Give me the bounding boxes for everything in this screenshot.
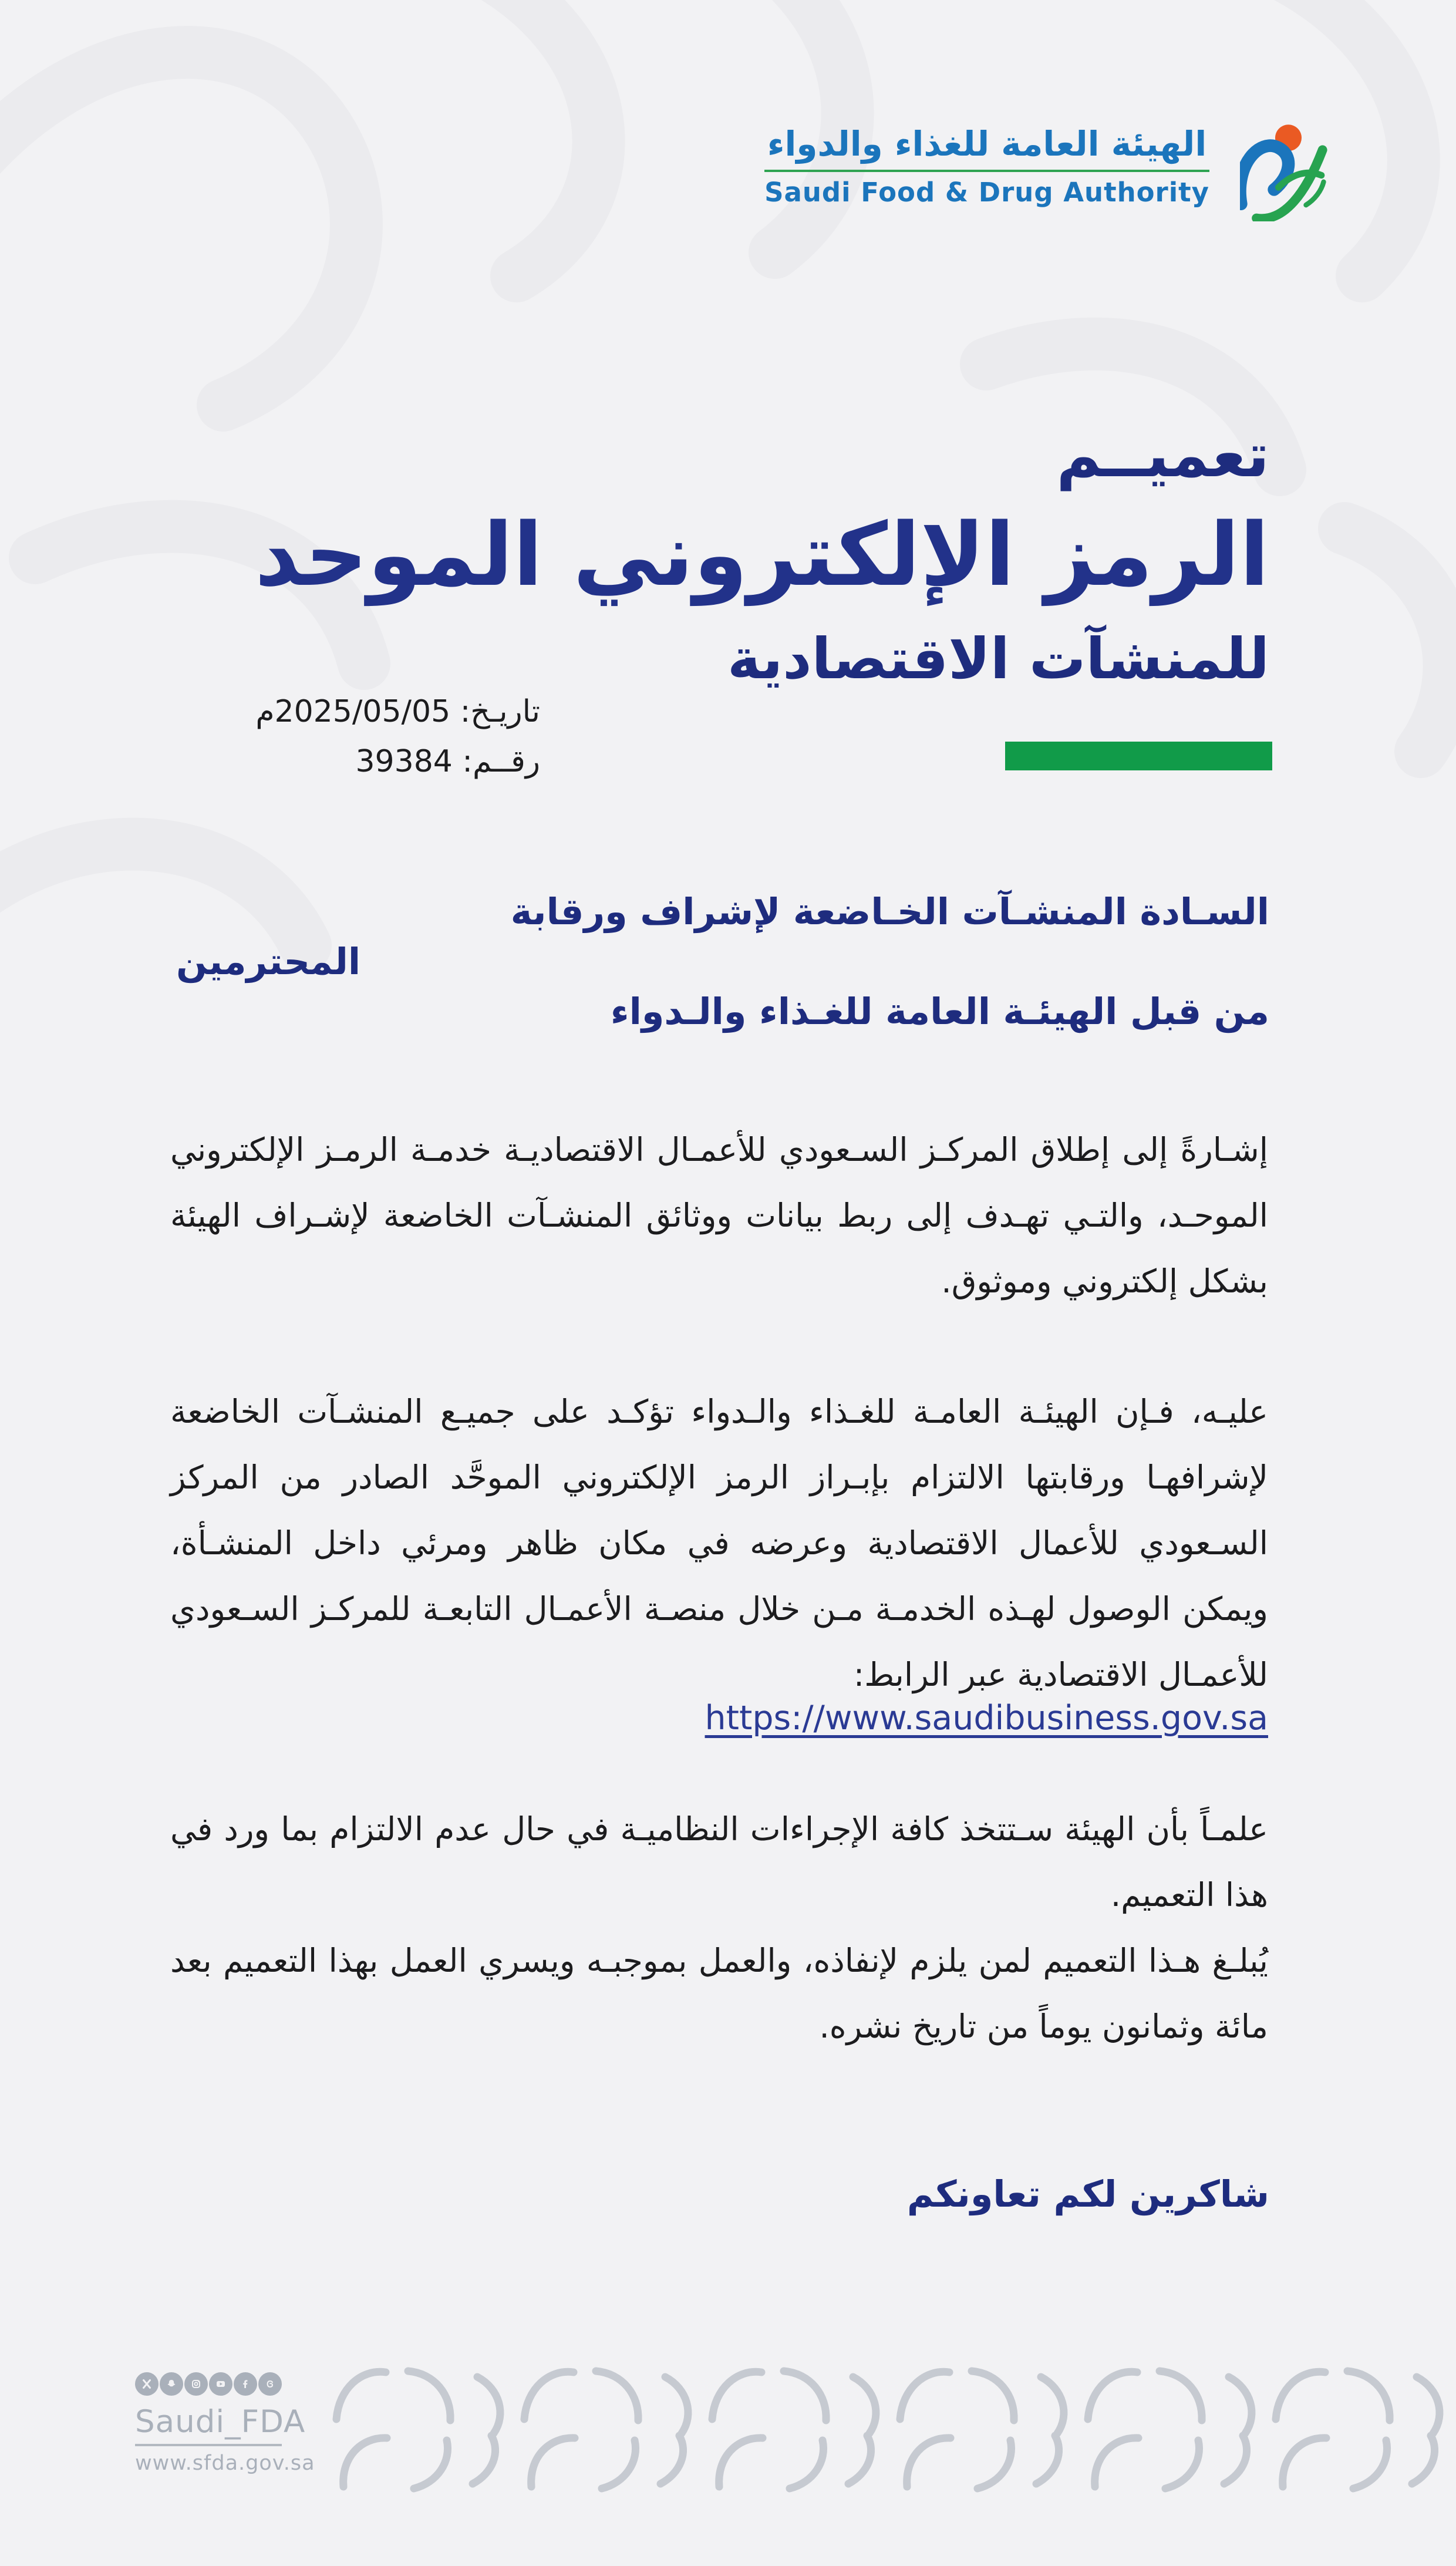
body-paragraph-1: إشـارةً إلى إطلاق المركـز السـعودي للأعمـال الاقتصاديـة خدمـة الرمـز الإلكتروني الموحـد، والتـي تهـدف إلى ربط بيانات ووثائق المنشـآت الخاضعة لإشـراف الهيئة بشكل إلكتروني وموثوق.: [170, 1131, 1268, 1300]
footer-contact-block: [135, 2372, 315, 2476]
number-value: 39384: [355, 744, 453, 779]
sfda-logo-text: [764, 120, 1209, 208]
body-paragraph-2: عليـه، فـإن الهيئـة العامـة للغـذاء والـدواء تؤكـد على جميـع المنشـآت الخاضعة لإشرافهـا ورقابتها الالتزام بإبـراز الرمز الإلكتروني الموحَّد الصادر من المركز السـعودي للأعمال الاقتصادية وعرضه في مكان ظاهر ومرئي داخل المنشـأة، ويمكن الوصول لهـذه الخدمـة مـن خلال منصـة الأعمـال التابعـة للمركـز السـعودي للأعمـال الاقتصادية عبر الرابط:: [170, 1393, 1268, 1693]
document-date: [255, 687, 540, 737]
body-paragraph-3: [170, 1796, 1268, 2059]
x-twitter-icon: [135, 2372, 159, 2396]
circular-kicker: تعميــم: [1056, 419, 1269, 491]
document-meta: [255, 687, 540, 787]
sfda-logo-arabic-name: الهيئة العامة للغذاء والدواء: [767, 124, 1207, 164]
facebook-icon: [234, 2372, 257, 2396]
youtube-icon: [209, 2372, 232, 2396]
salutation-honorific: المحترمين: [176, 940, 361, 983]
salutation-line-1: السـادة المنشـآت الخـاضعة لإشراف ورقابة: [510, 890, 1269, 933]
logo-divider: [764, 170, 1209, 172]
link-line: [170, 1695, 1268, 1750]
instagram-icon: [184, 2372, 208, 2396]
footer-wave-pattern: [326, 2360, 1456, 2494]
sfda-figure-icon: [1240, 120, 1328, 221]
date-value: 2025/05/05م: [255, 694, 451, 729]
page-subtitle: للمنشآت الاقتصادية: [727, 626, 1269, 692]
document-number: [255, 737, 540, 787]
social-icons-row: [135, 2372, 282, 2396]
enforcement-note: يُبلـغ هـذا التعميم لمن يلزم لإنفاذه، والعمل بموجبـه ويسري العمل بهذا التعميم بعد مائة وثمانون يوماً من تاريخ نشره.: [170, 1942, 1268, 2045]
threads-icon: [258, 2372, 282, 2396]
snapchat-icon: [160, 2372, 183, 2396]
compliance-note: علمـاً بأن الهيئة سـتتخذ كافة الإجراءات النظاميـة في حال عدم الالتزام بما ورد في هذا التعميم.: [170, 1810, 1268, 1914]
page-title: الرمز الإلكتروني الموحد: [255, 504, 1269, 605]
website-url: www.sfda.gov.sa: [135, 2451, 315, 2475]
number-label: رقــم:: [462, 744, 540, 779]
saudibusiness-link[interactable]: https://www.saudibusiness.gov.sa: [705, 1699, 1268, 1737]
social-handle: Saudi_FDA: [135, 2404, 306, 2440]
title-accent-bar: [1005, 742, 1272, 770]
footer-divider: [135, 2444, 282, 2446]
salutation-line-2: من قبل الهيئـة العامة للغـذاء والـدواء: [610, 990, 1269, 1033]
closing-thanks: شاكرين لكم تعاونكم: [906, 2173, 1269, 2215]
sfda-logo: [764, 120, 1328, 221]
date-label: تاريـخ:: [460, 694, 540, 729]
sfda-logo-english-name: Saudi Food & Drug Authority: [764, 177, 1209, 208]
